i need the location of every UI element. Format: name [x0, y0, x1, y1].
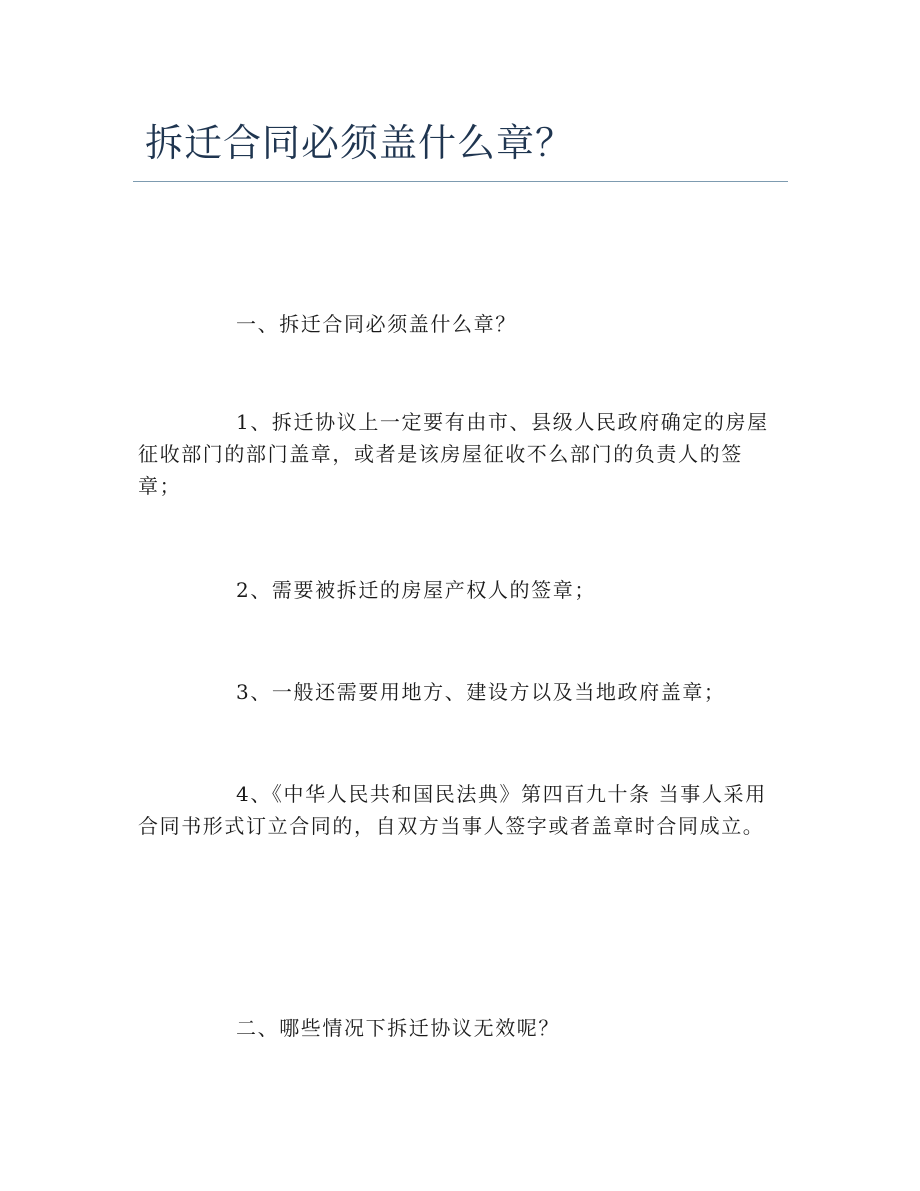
title-divider [133, 181, 788, 182]
paragraph-item-4: 4、《中华人民共和国民法典》第四百九十条 当事人采用合同书形式订立合同的，自双方当事人签字或者盖章时合同成立。 [138, 782, 767, 838]
section-heading-1: 一、拆迁合同必须盖什么章？ [236, 312, 517, 336]
document-title: 拆迁合同必须盖什么章？ [145, 121, 575, 165]
paragraph-item-3: 3、一般还需要用地方、建设方以及当地政府盖章； [236, 680, 726, 704]
paragraph-item-2: 2、需要被拆迁的房屋产权人的签章； [236, 578, 596, 602]
paragraph-item-1: 1、拆迁协议上一定要有由市、县级人民政府确定的房屋征收部门的部门盖章，或者是该房屋征收不么部门的负责人的签章； [138, 410, 769, 498]
section-heading-2: 二、哪些情况下拆迁协议无效呢？ [236, 1016, 560, 1040]
